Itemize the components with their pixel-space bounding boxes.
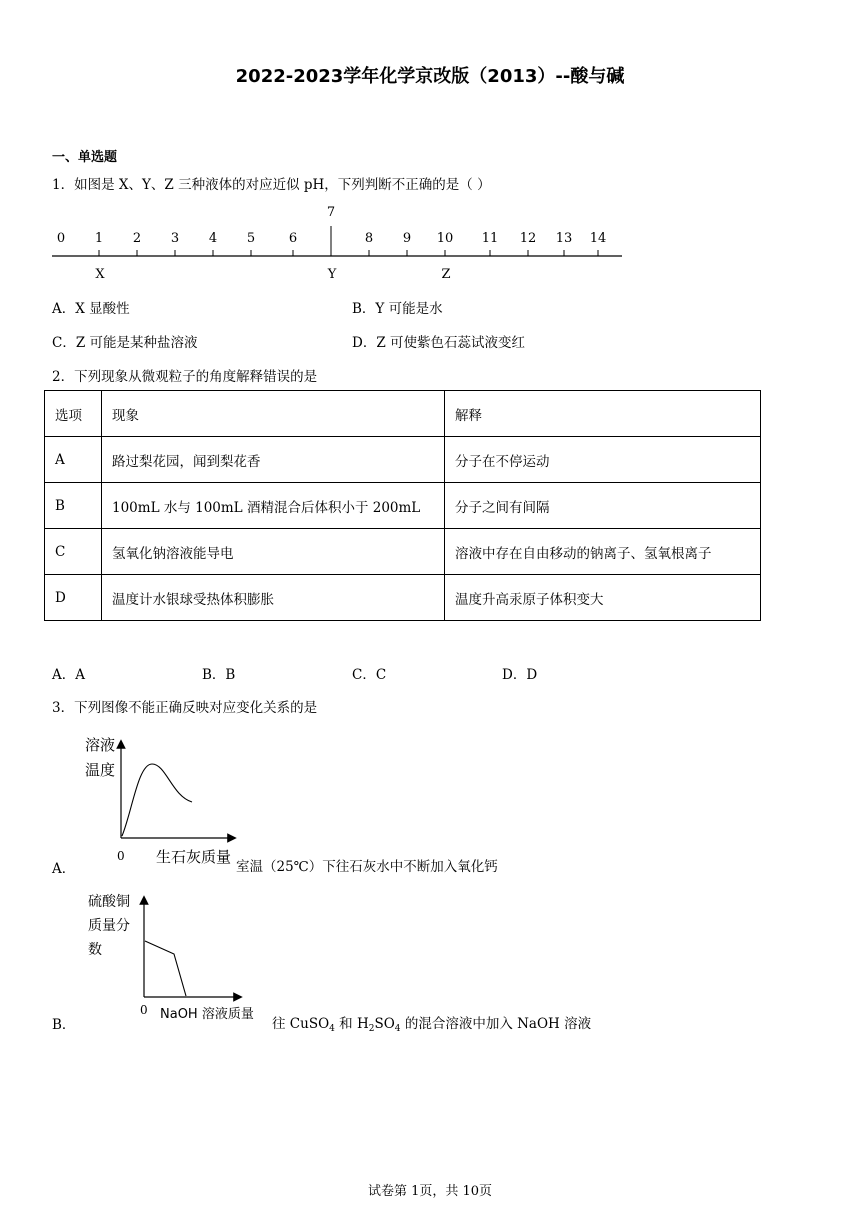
q2-option-a[interactable]: A．A	[52, 667, 85, 683]
row-option: D	[45, 575, 102, 621]
row-explanation: 溶液中存在自由移动的钠离子、氢氧根离子	[445, 529, 761, 575]
table-row	[45, 529, 761, 575]
caption-part: 往 CuSO	[272, 1016, 330, 1032]
subscript: 2	[368, 1024, 375, 1034]
caption-part: 和 H	[334, 1016, 369, 1032]
row-phenomenon: 路过梨花园，闻到梨花香	[102, 437, 445, 483]
section-heading: 一、单选题	[52, 150, 118, 165]
graph-a-xlabel: 生石灰质量	[156, 848, 232, 866]
ph-tick-label: 6	[288, 231, 298, 246]
q2-stem: 2．下列现象从微观粒子的角度解释错误的是	[52, 369, 318, 385]
caption-part: 的混合溶液中加入 NaOH 溶液	[400, 1016, 592, 1032]
ph-tick-label: 4	[208, 231, 218, 246]
row-phenomenon: 100mL 水与 100mL 酒精混合后体积小于 200mL	[102, 483, 445, 529]
graph-b-line	[145, 941, 186, 996]
ph-marker-x: X	[95, 267, 105, 282]
ph-marker-z: Z	[441, 267, 451, 282]
q3-option-a-caption: 室温（25℃）下往石灰水中不断加入氧化钙	[236, 859, 498, 875]
row-explanation: 分子在不停运动	[445, 437, 761, 483]
row-phenomenon: 氢氧化钠溶液能导电	[102, 529, 445, 575]
graph-b-ylabel-3: 数	[88, 942, 102, 958]
q2-option-c[interactable]: C．C	[352, 667, 387, 683]
q1-stem: 1．如图是 X、Y、Z 三种液体的对应近似 pH，下列判断不正确的是（ ）	[52, 177, 491, 193]
page-footer: 试卷第 1页，共 10页	[367, 1184, 493, 1199]
ph-tick-label: 8	[364, 231, 374, 246]
ph-scale-figure	[40, 200, 640, 285]
q2-table	[44, 390, 761, 621]
graph-a-ylabel-1: 溶液	[85, 736, 116, 754]
graph-b	[86, 890, 276, 1026]
row-option: A	[45, 437, 102, 483]
row-phenomenon: 温度计水银球受热体积膨胀	[102, 575, 445, 621]
ph-marker-y: Y	[327, 267, 337, 282]
row-option: C	[45, 529, 102, 575]
table-row	[45, 437, 761, 483]
q3-option-b-caption	[272, 1012, 591, 1034]
q3-option-b-letter[interactable]: B．	[52, 1017, 76, 1033]
row-explanation: 温度升高汞原子体积变大	[445, 575, 761, 621]
q3-stem: 3．下列图像不能正确反映对应变化关系的是	[52, 700, 318, 716]
q1-option-b[interactable]: B．Y 可能是水	[352, 301, 443, 317]
q1-option-d[interactable]: D．Z 可使紫色石蕊试液变红	[352, 335, 525, 351]
q1-option-c[interactable]: C．Z 可能是某种盐溶液	[52, 335, 198, 351]
ph-tick-label: 0	[56, 231, 66, 246]
ph-tick-label: 1	[94, 231, 104, 246]
q2-option-d[interactable]: D．D	[502, 667, 538, 683]
ph-tick-label: 13	[555, 231, 573, 246]
table-row	[45, 575, 761, 621]
q1-option-a[interactable]: A．X 显酸性	[52, 301, 130, 317]
header-explanation: 解释	[445, 391, 761, 437]
graph-a	[80, 732, 240, 868]
graph-b-ylabel-1: 硫酸铜	[88, 894, 130, 910]
ph-tick-label: 9	[402, 231, 412, 246]
q2-option-b[interactable]: B．B	[202, 667, 236, 683]
table-header-row	[45, 391, 761, 437]
q3-option-a-letter[interactable]: A．	[52, 861, 76, 877]
page-title: 2022-2023学年化学京改版（2013）--酸与碱	[235, 66, 625, 87]
ph-tick-label: 14	[589, 231, 607, 246]
graph-a-origin: 0	[117, 849, 125, 863]
ph-tick-label: 2	[132, 231, 142, 246]
graph-b-ylabel-2: 质量分	[88, 918, 130, 934]
graph-a-curve	[122, 764, 192, 836]
ph-tick-label: 7	[326, 205, 336, 220]
graph-b-xlabel: NaOH 溶液质量	[160, 1007, 254, 1022]
subscript: 4	[394, 1024, 401, 1034]
row-explanation: 分子之间有间隔	[445, 483, 761, 529]
subscript: 4	[329, 1024, 335, 1034]
ph-tick-label: 3	[170, 231, 180, 246]
graph-a-ylabel-2: 温度	[85, 761, 116, 779]
header-phenomenon: 现象	[102, 391, 445, 437]
table-row	[45, 483, 761, 529]
ph-tick-label: 11	[481, 231, 499, 246]
ph-tick-label: 5	[246, 231, 256, 246]
ph-tick-label: 10	[436, 231, 454, 246]
caption-part: SO	[374, 1016, 395, 1032]
ph-tick-label: 12	[519, 231, 537, 246]
row-option: B	[45, 483, 102, 529]
header-option: 选项	[45, 391, 102, 437]
graph-b-origin: 0	[140, 1003, 148, 1017]
